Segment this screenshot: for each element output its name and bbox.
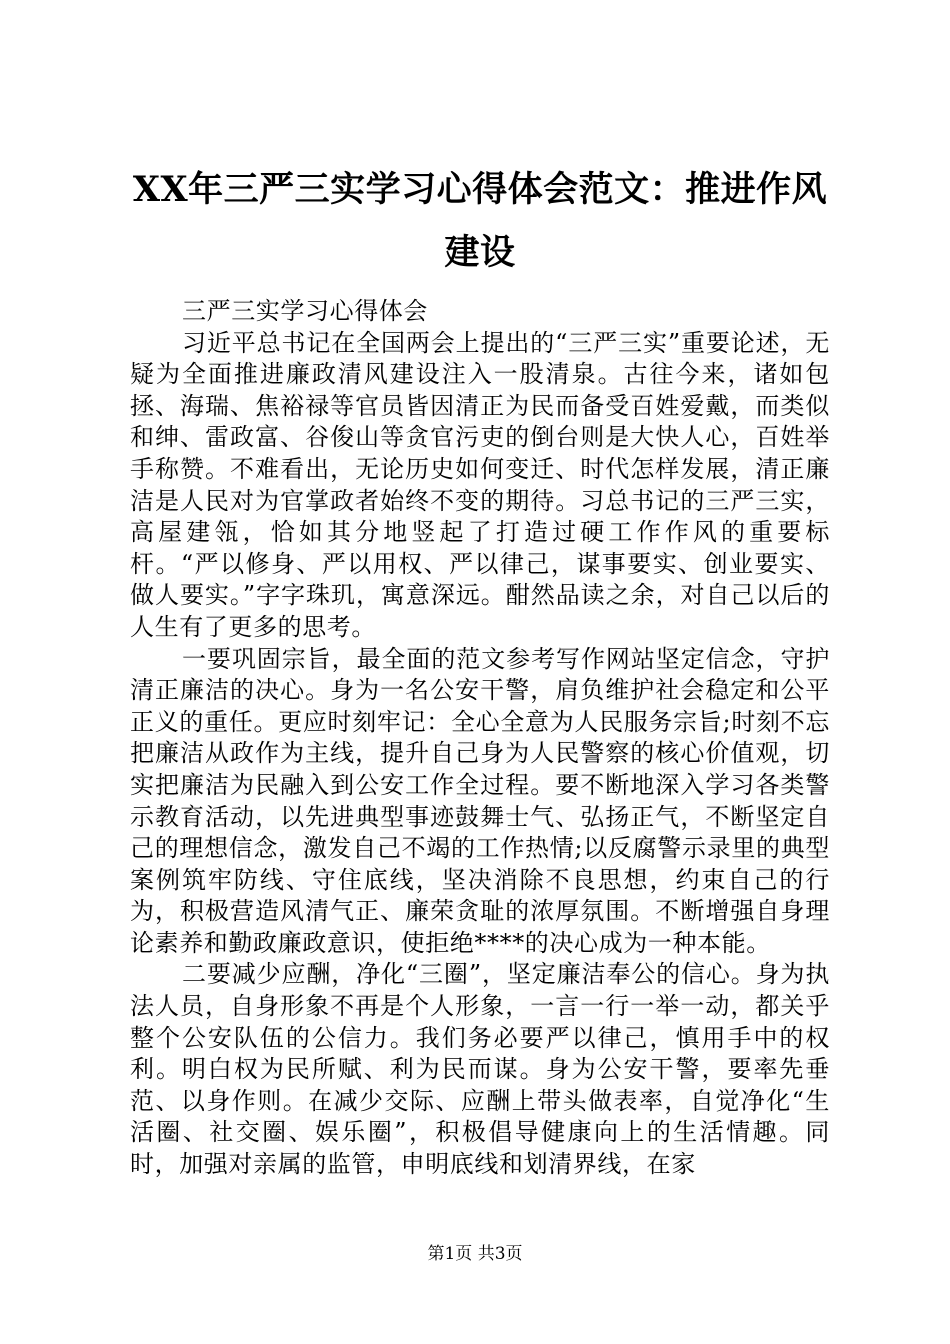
body-paragraph: 习近平总书记在全国两会上提出的“三严三实”重要论述，无疑为全面推进廉政清风建设注入一股清泉。古往今来，诸如包拯、海瑞、焦裕禄等官员皆因清正为民而备受百姓爱戴，而类似和绅、雷政富、谷俊山等贪官污吏的倒台则是大快人心，百姓举手称赞。不难看出，无论历史如何变迁、时代怎样发展，清正廉洁是人民对为官掌政者始终不变的期待。习总书记的三严三实，高屋建瓴，恰如其分地竖起了打造过硬工作作风的重要标杆。“严以修身、严以用权、严以律己，谋事要实、创业要实、做人要实。”字字珠玑，寓意深远。酣然品读之余，对自己以后的人生有了更多的思考。 [130,328,830,641]
body-paragraph: 二要减少应酬，净化“三圈”，坚定廉洁奉公的信心。身为执法人员，自身形象不再是个人形象，一言一行一举一动，都关乎整个公安队伍的公信力。我们务必要严以律己，慎用手中的权利。明白权为民所赋、利为民而谋。身为公安干警，要率先垂范、以身作则。在减少交际、应酬上带头做表率，自觉净化“生活圈、社交圈、娱乐圈”，积极倡导健康向上的生活情趣。同时，加强对亲属的监管，申明底线和划清界线，在家 [130,960,830,1179]
title-line-1: XX年三严三实学习心得体会范文：推进作风 [132,169,828,210]
title-line-2: 建设 [444,232,516,273]
document-title [130,158,830,284]
page-number-footer: 第1页 共3页 [427,1244,523,1264]
subtitle-paragraph: 三严三实学习心得体会 [182,297,428,325]
document-body [130,296,830,1181]
body-paragraph: 一要巩固宗旨，最全面的范文参考写作网站坚定信念，守护清正廉洁的决心。身为一名公安干警，肩负维护社会稳定和公平正义的重任。更应时刻牢记：全心全意为人民服务宗旨;时刻不忘把廉洁从政作为主线，提升自己身为人民警察的核心价值观，切实把廉洁为民融入到公安工作全过程。要不断地深入学习各类警示教育活动，以先进典型事迹鼓舞士气、弘扬正气，不断坚定自己的理想信念，激发自己不竭的工作热情;以反腐警示录里的典型案例筑牢防线、守住底线，坚决消除不良思想，约束自己的行为，积极营造风清气正、廉荣贪耻的浓厚氛围。不断增强自身理论素养和勤政廉政意识，使拒绝****的决心成为一种本能。 [130,644,830,957]
